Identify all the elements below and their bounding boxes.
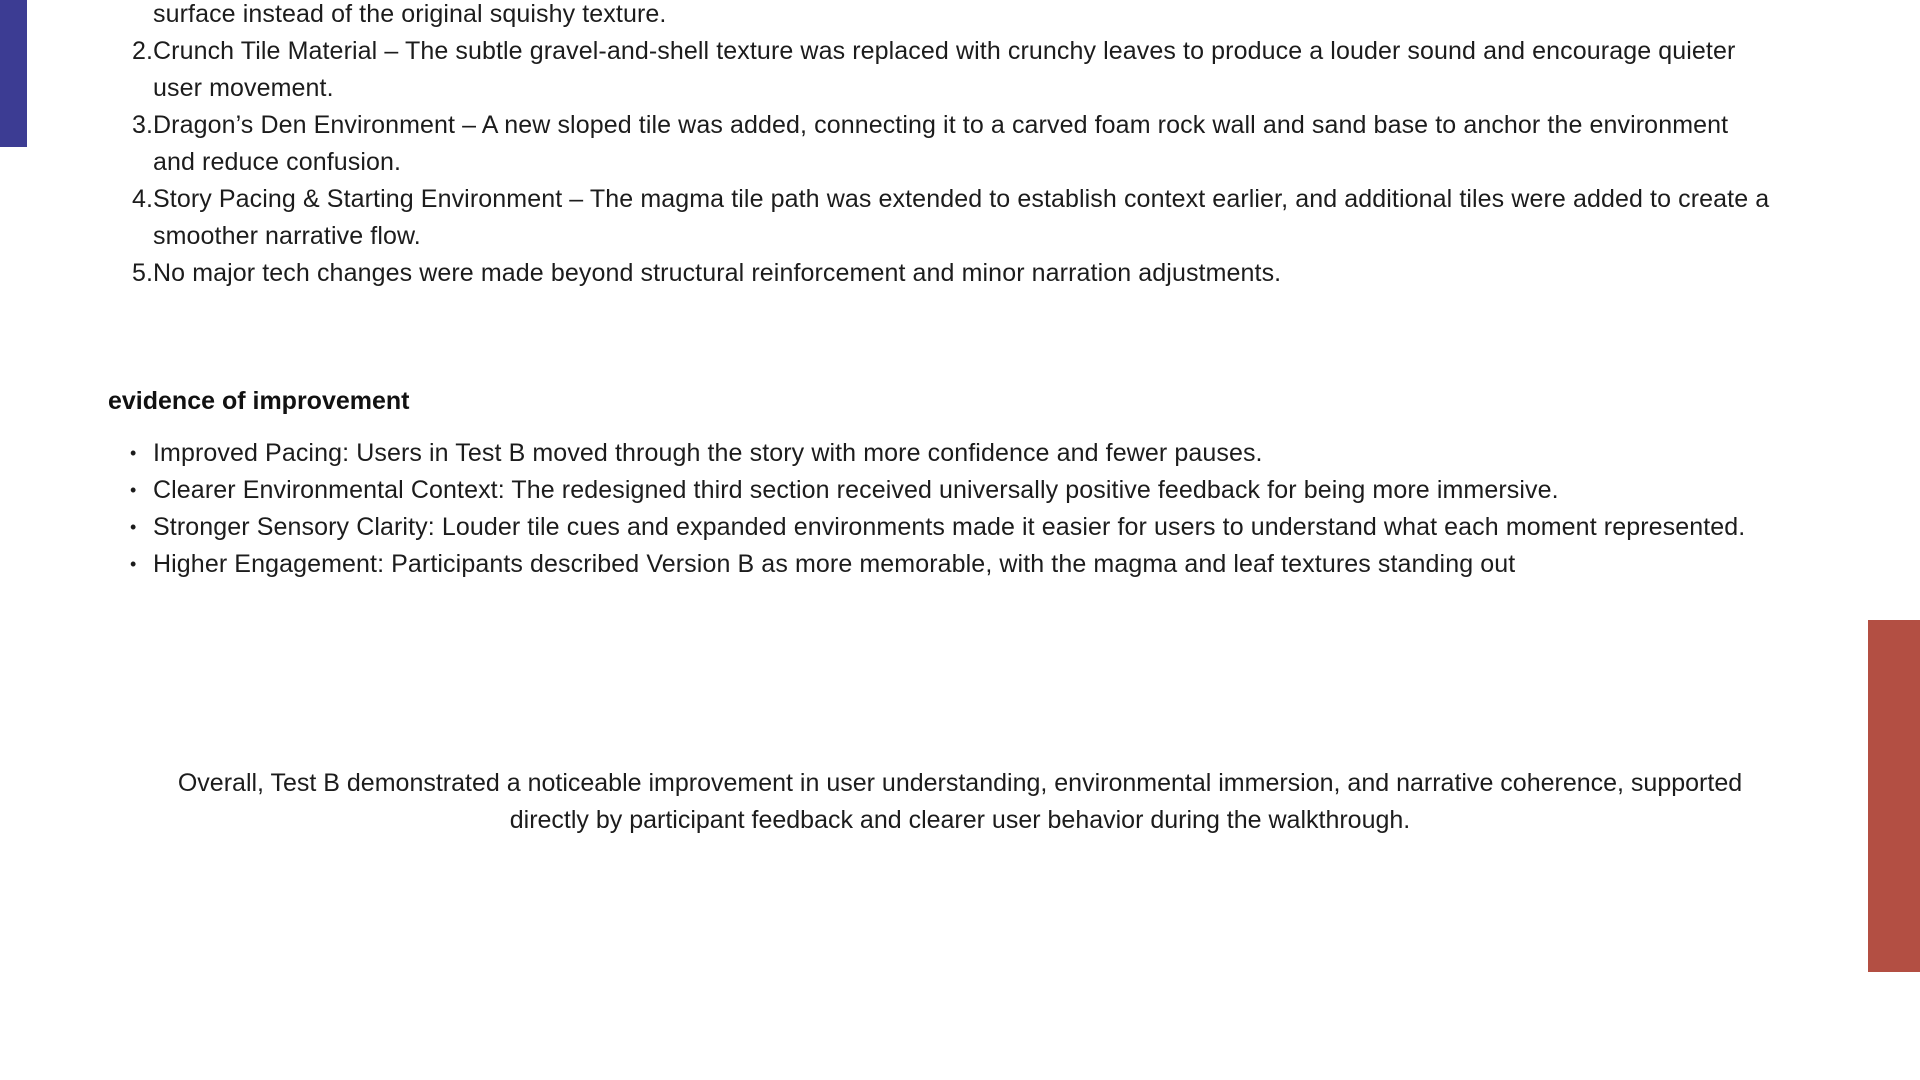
- list-item-text: Higher Engagement: Participants described Version B as more memorable, with the magma and leaf textures standing out: [153, 550, 1516, 578]
- list-item-text: Story Pacing & Starting Environment – The magma tile path was extended to establish context earlier, and additional tiles were added to create a smoother narrative flow.: [153, 185, 1770, 250]
- list-item-text: Crunch Tile Material – The subtle gravel-and-shell texture was replaced with crunchy leaves to produce a louder sound and encourage quieter user movement.: [153, 37, 1736, 102]
- list-item: [130, 509, 1793, 546]
- list-marker: 3.: [131, 111, 153, 139]
- list-item: [130, 472, 1793, 509]
- list-item: [130, 435, 1793, 472]
- list-marker: 2.: [131, 37, 153, 65]
- list-item: [125, 255, 1773, 292]
- list-item: [125, 181, 1773, 255]
- section-heading: evidence of improvement: [108, 387, 410, 415]
- list-item: [130, 546, 1793, 583]
- bullet-icon: •: [130, 480, 137, 500]
- list-marker: 5.: [131, 259, 153, 287]
- list-item: [125, 33, 1773, 107]
- list-item: [125, 107, 1773, 181]
- list-item-text: Improved Pacing: Users in Test B moved through the story with more confidence and fewer pauses.: [153, 439, 1263, 467]
- list-continuation-line: surface instead of the original squishy texture.: [153, 0, 667, 28]
- changes-list: [125, 33, 1773, 292]
- list-item-text: No major tech changes were made beyond structural reinforcement and minor narration adjustments.: [153, 259, 1282, 287]
- list-item-text: Clearer Environmental Context: The redesigned third section received universally positive feedback for being more immersive.: [153, 476, 1559, 504]
- bullet-icon: •: [130, 443, 137, 463]
- list-item-text: Stronger Sensory Clarity: Louder tile cues and expanded environments made it easier for users to understand what each moment represented.: [153, 513, 1746, 541]
- bullet-icon: •: [130, 554, 137, 574]
- evidence-list: [130, 435, 1793, 583]
- list-marker: 4.: [131, 185, 153, 213]
- bullet-icon: •: [130, 517, 137, 537]
- left-accent-bar: [0, 0, 27, 147]
- right-accent-bar: [1868, 620, 1920, 972]
- summary-paragraph: Overall, Test B demonstrated a noticeable improvement in user understanding, environmental immersion, and narrative coherence, supported directly by participant feedback and clearer user behavior during the walkthrough.: [177, 769, 1743, 834]
- list-item-text: Dragon’s Den Environment – A new sloped tile was added, connecting it to a carved foam rock wall and sand base to anchor the environment and reduce confusion.: [153, 111, 1729, 176]
